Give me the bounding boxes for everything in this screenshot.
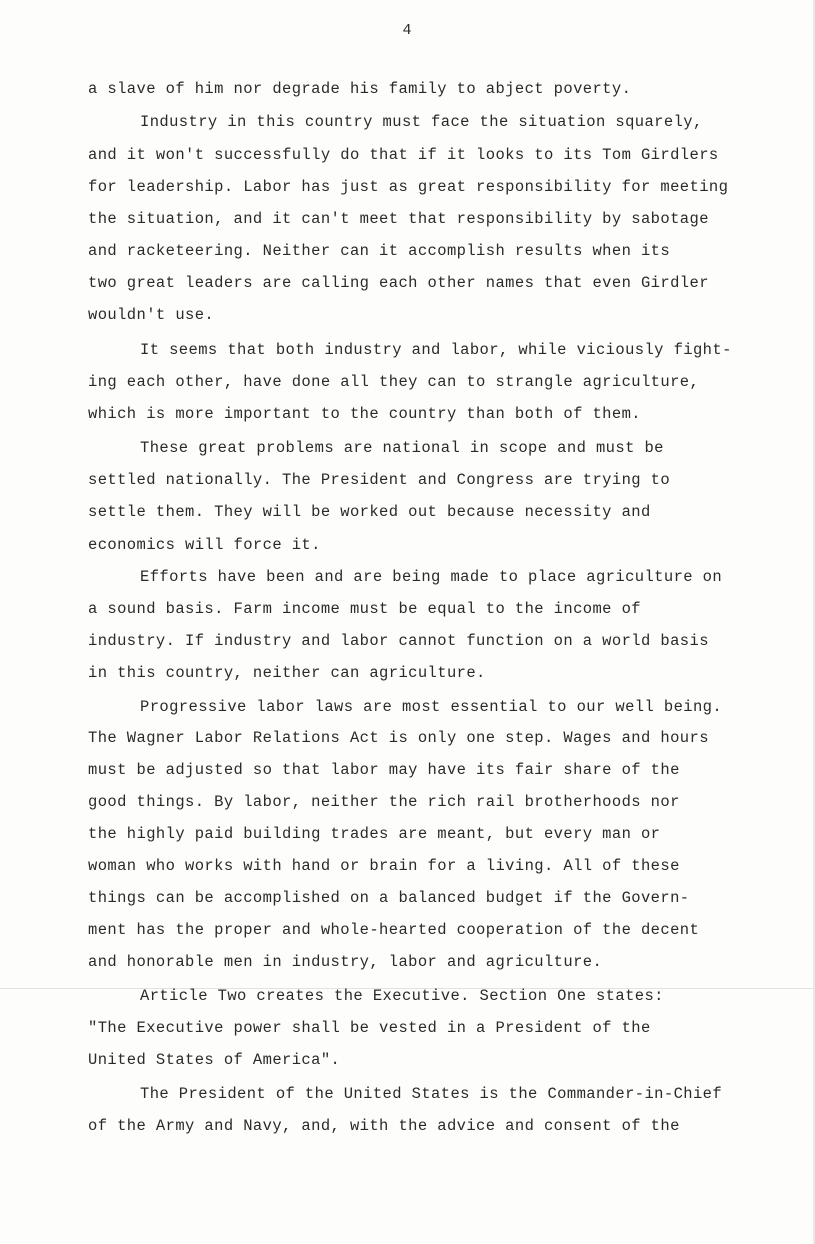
text-line: woman who works with hand or brain for a living. All of these <box>88 857 680 875</box>
text-line: "The Executive power shall be vested in a President of the <box>88 1019 651 1037</box>
text-line: good things. By labor, neither the rich rail brotherhoods nor <box>88 793 680 811</box>
text-line: the situation, and it can't meet that responsibility by sabotage <box>88 210 709 228</box>
text-line: settle them. They will be worked out because necessity and <box>88 503 651 521</box>
text-line: which is more important to the country than both of them. <box>88 405 641 423</box>
text-line: things can be accomplished on a balanced budget if the Govern- <box>88 889 690 907</box>
text-line: two great leaders are calling each other names that even Girdler <box>88 274 709 292</box>
text-line: It seems that both industry and labor, while viciously fight- <box>140 341 732 359</box>
text-line: industry. If industry and labor cannot function on a world basis <box>88 632 709 650</box>
text-line: Progressive labor laws are most essential to our well being. <box>140 698 723 716</box>
text-line: a sound basis. Farm income must be equal to the income of <box>88 600 641 618</box>
text-line: in this country, neither can agriculture. <box>88 664 486 682</box>
text-line: The President of the United States is the Commander-in-Chief <box>140 1085 723 1103</box>
text-line: settled nationally. The President and Congress are trying to <box>88 471 671 489</box>
text-line: wouldn't use. <box>88 306 215 324</box>
text-line: of the Army and Navy, and, with the advice and consent of the <box>88 1117 680 1135</box>
text-line: a slave of him nor degrade his family to abject poverty. <box>88 80 632 98</box>
text-line: must be adjusted so that labor may have its fair share of the <box>88 761 680 779</box>
text-line: ing each other, have done all they can to strangle agriculture, <box>88 373 700 391</box>
text-line: United States of America". <box>88 1051 341 1069</box>
text-line: the highly paid building trades are meant, but every man or <box>88 825 661 843</box>
text-line: These great problems are national in scope and must be <box>140 439 664 457</box>
text-line: Industry in this country must face the situation squarely, <box>140 113 703 131</box>
text-line: and honorable men in industry, labor and agriculture. <box>88 953 603 971</box>
text-line: ment has the proper and whole-hearted cooperation of the decent <box>88 921 700 939</box>
text-line: Article Two creates the Executive. Section One states: <box>140 987 664 1005</box>
text-line: The Wagner Labor Relations Act is only one step. Wages and hours <box>88 729 709 747</box>
page-number: 4 <box>402 22 413 39</box>
text-line: Efforts have been and are being made to place agriculture on <box>140 568 723 586</box>
text-line: and racketeering. Neither can it accomplish results when its <box>88 242 671 260</box>
text-line: for leadership. Labor has just as great responsibility for meeting <box>88 178 729 196</box>
text-line: economics will force it. <box>88 536 321 554</box>
text-line: and it won't successfully do that if it looks to its Tom Girdlers <box>88 146 719 164</box>
